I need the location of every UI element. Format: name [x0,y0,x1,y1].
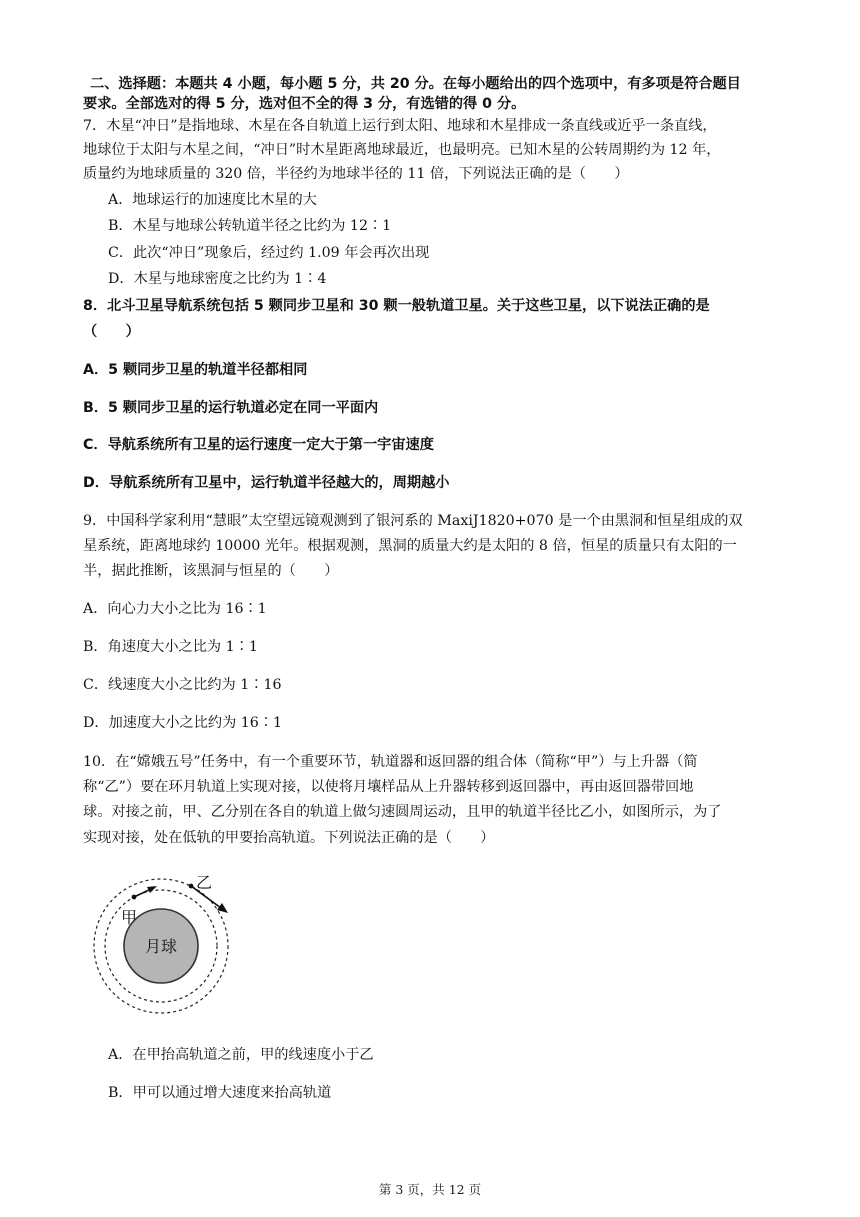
q10-option-a: A．在甲抬高轨道之前，甲的线速度小于乙 [108,1047,374,1063]
orbit-diagram [85,862,255,1032]
q7-option-c: C．此次“冲日”现象后，经过约 1.09 年会再次出现 [108,245,430,261]
q10-stem-line1: 10．在“嫦娥五号”任务中，有一个重要环节，轨道器和返回器的组合体（简称“甲”）与上升器（简 [83,754,698,770]
q9-option-c: C．线速度大小之比约为 1∶16 [83,677,282,693]
section-header-line1: 二、选择题：本题共 4 小题，每小题 5 分，共 20 分。在每小题给出的四个选项中，有多项是符合题目 [90,76,741,92]
q9-option-b: B．角速度大小之比为 1∶1 [83,639,258,655]
page-footer: 第 3 页，共 12 页 [378,1182,482,1197]
q7-option-d: D．木星与地球密度之比约为 1∶4 [108,271,327,287]
q7-stem-line3: 质量约为地球质量的 320 倍，半径约为地球半径的 11 倍，下列说法正确的是（ ） [83,166,629,182]
q7-option-b: B．木星与地球公转轨道半径之比约为 12∶1 [108,218,392,234]
q9-stem-line2: 星系统，距离地球约 10000 光年。根据观测，黑洞的质量大约是太阳的 8 倍，恒星的质量只有太阳的一 [83,538,737,554]
q7-stem-line2: 地球位于太阳与木星之间，“冲日”时木星距离地球最近，也最明亮。已知木星的公转周期约为 12 年， [83,142,721,158]
q9-stem-line1: 9．中国科学家利用“慧眼”太空望远镜观测到了银河系的 MaxiJ1820+070 是一个由黑洞和恒星组成的双 [83,513,743,529]
q8-option-d: D．导航系统所有卫星中，运行轨道半径越大的，周期越小 [83,475,450,491]
q8-option-b: B．5 颗同步卫星的运行轨道必定在同一平面内 [83,400,379,416]
moon-label: 月球 [144,937,178,956]
jia-velocity-arrow [134,889,151,897]
jia-label: 甲 [121,908,138,927]
q8-option-c: C．导航系统所有卫星的运行速度一定大于第一宇宙速度 [83,437,434,453]
q8-stem-line1: 8．北斗卫星导航系统包括 5 颗同步卫星和 30 颗一般轨道卫星。关于这些卫星，以下说法正确的是 [83,298,710,314]
q10-option-b: B．甲可以通过增大速度来抬高轨道 [108,1085,332,1101]
q9-stem-line3: 半，据此推断，该黑洞与恒星的（ ） [83,563,339,579]
q7-stem-line1: 7．木星“冲日”是指地球、木星在各自轨道上运行到太阳、地球和木星排成一条直线或近乎一条直线， [83,118,717,134]
q8-stem-line2: （ ） [83,324,140,340]
q10-stem-line3: 球。对接之前，甲、乙分别在各自的轨道上做匀速圆周运动，且甲的轨道半径比乙小，如图所示，为了 [83,804,722,820]
section-header-line2: 要求。全部选对的得 5 分，选对但不全的得 3 分，有选错的得 0 分。 [83,96,526,112]
q10-stem-line2: 称“乙”）要在环月轨道上实现对接，以使将月壤样品从上升器转移到返回器中，再由返回器带回地 [83,779,694,795]
q8-option-a: A．5 颗同步卫星的轨道半径都相同 [83,362,308,378]
q9-option-a: A．向心力大小之比为 16∶1 [83,601,267,617]
q7-option-a: A．地球运行的加速度比木星的大 [108,192,317,208]
jia-arrowhead-icon [147,886,157,893]
yi-label: 乙 [196,873,213,892]
q9-option-d: D．加速度大小之比约为 16∶1 [83,715,283,731]
q10-stem-line4: 实现对接，处在低轨的甲要抬高轨道。下列说法正确的是（ ） [83,830,495,846]
